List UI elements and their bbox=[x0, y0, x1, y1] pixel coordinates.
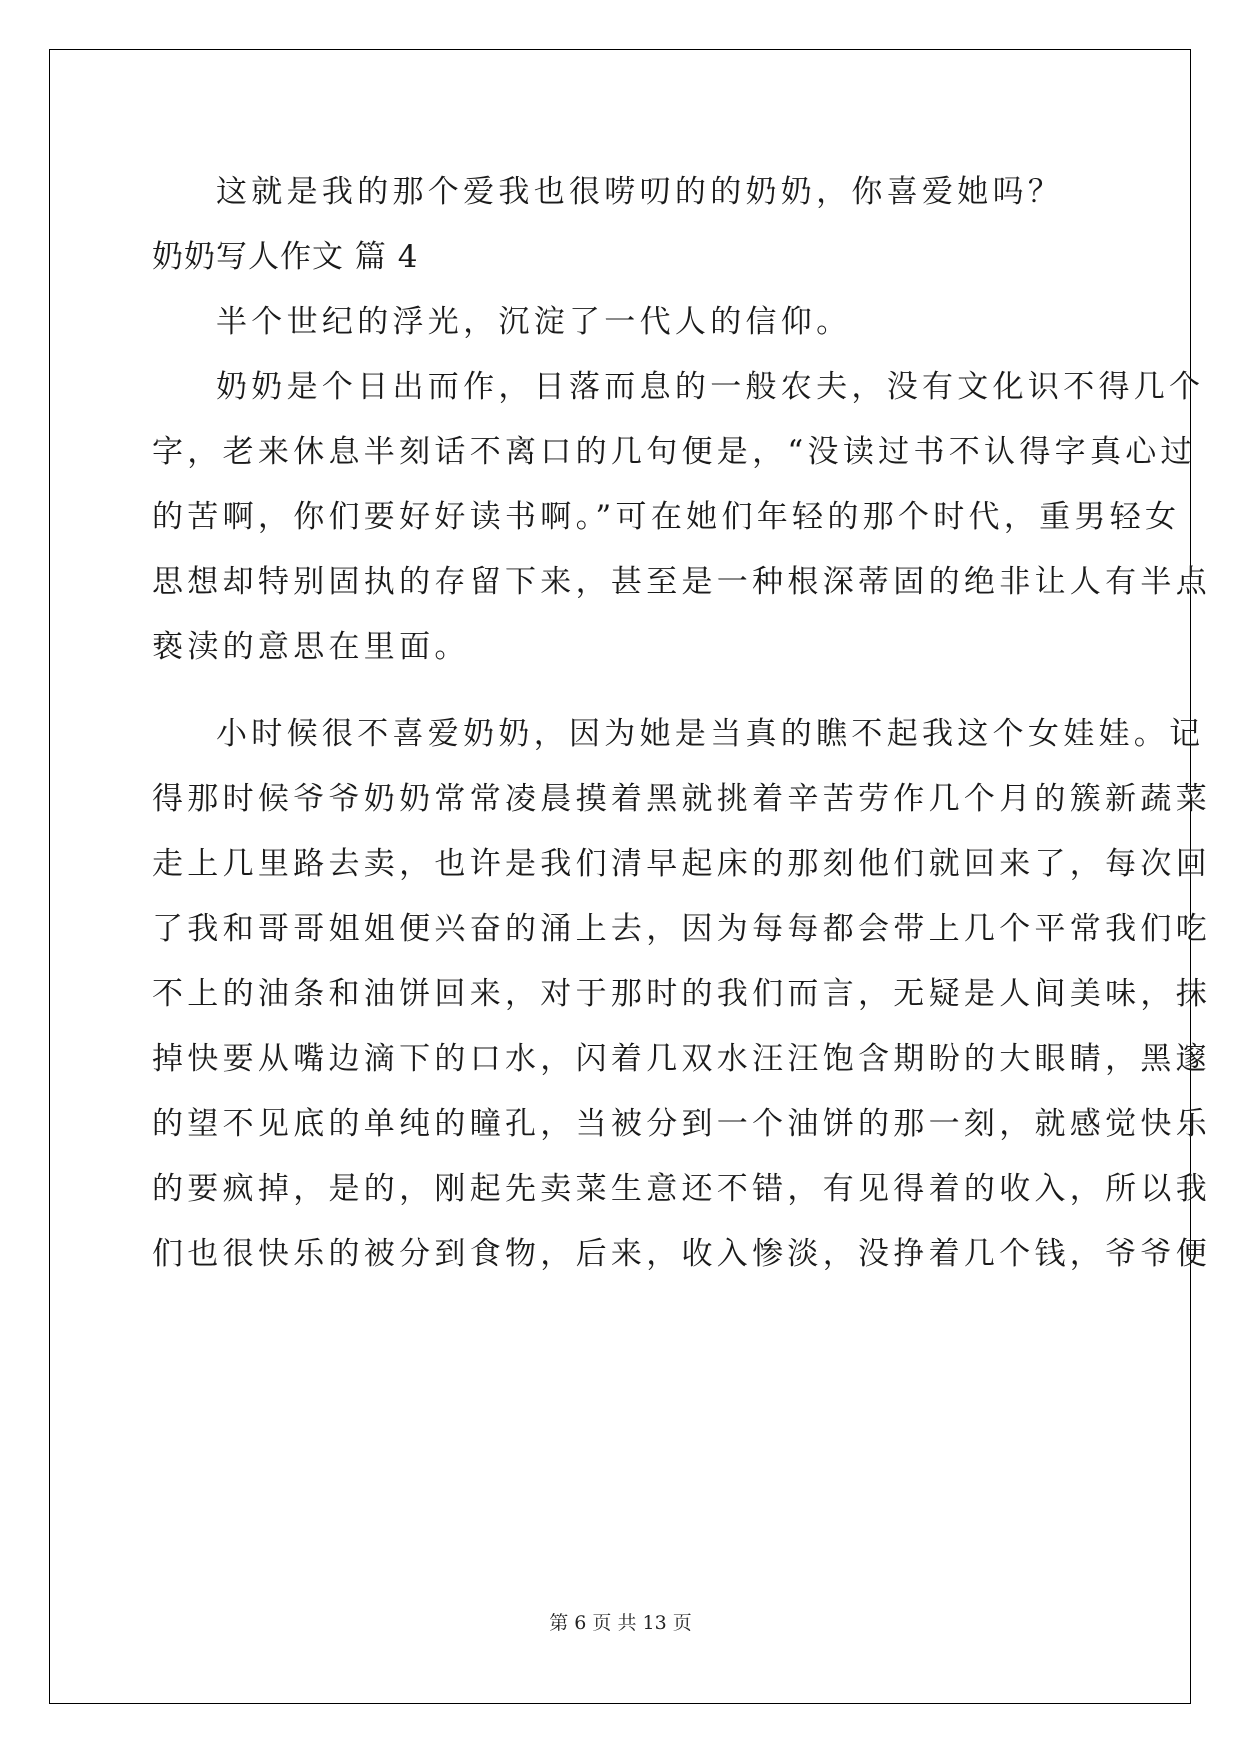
document-body bbox=[152, 160, 1211, 1287]
paragraph-line: 的苦啊，你们要好好读书啊。”可在她们年轻的那个时代，重男轻女 bbox=[152, 499, 1181, 535]
page-number-footer: 第 6 页 共 13 页 bbox=[549, 1612, 692, 1634]
paragraph-line: 得那时候爷爷奶奶常常凌晨摸着黑就挑着辛苦劳作几个月的簇新蔬菜 bbox=[152, 781, 1211, 817]
paragraph-line: 了我和哥哥姐姐便兴奋的涌上去，因为每每都会带上几个平常我们吃 bbox=[152, 911, 1211, 947]
section-heading: 奶奶写人作文 篇 4 bbox=[152, 239, 419, 275]
paragraph-line: 半个世纪的浮光，沉淀了一代人的信仰。 bbox=[216, 304, 852, 340]
paragraph-line: 走上几里路去卖，也许是我们清早起床的那刻他们就回来了，每次回 bbox=[152, 846, 1211, 882]
paragraph-line: 亵渎的意思在里面。 bbox=[152, 629, 470, 665]
paragraph-line: 思想却特别固执的存留下来，甚至是一种根深蒂固的绝非让人有半点 bbox=[152, 564, 1211, 600]
paragraph-line: 奶奶是个日出而作，日落而息的一般农夫，没有文化识不得几个 bbox=[216, 369, 1205, 405]
paragraph-line: 字，老来休息半刻话不离口的几句便是，“没读过书不认得字真心过 bbox=[152, 434, 1196, 470]
paragraph-line: 的望不见底的单纯的瞳孔，当被分到一个油饼的那一刻，就感觉快乐 bbox=[152, 1106, 1211, 1142]
paragraph-line: 掉快要从嘴边滴下的口水，闪着几双水汪汪饱含期盼的大眼睛，黑邃 bbox=[152, 1041, 1211, 1077]
paragraph-line: 不上的油条和油饼回来，对于那时的我们而言，无疑是人间美味，抹 bbox=[152, 976, 1211, 1012]
paragraph-line: 这就是我的那个爱我也很唠叨的的奶奶，你喜爱她吗？ bbox=[216, 174, 1064, 210]
paragraph-line: 小时候很不喜爱奶奶，因为她是当真的瞧不起我这个女娃娃。记 bbox=[216, 716, 1205, 752]
paragraph-line: 的要疯掉，是的，刚起先卖菜生意还不错，有见得着的收入，所以我 bbox=[152, 1171, 1211, 1207]
paragraph-line: 们也很快乐的被分到食物，后来，收入惨淡，没挣着几个钱，爷爷便 bbox=[152, 1236, 1211, 1272]
